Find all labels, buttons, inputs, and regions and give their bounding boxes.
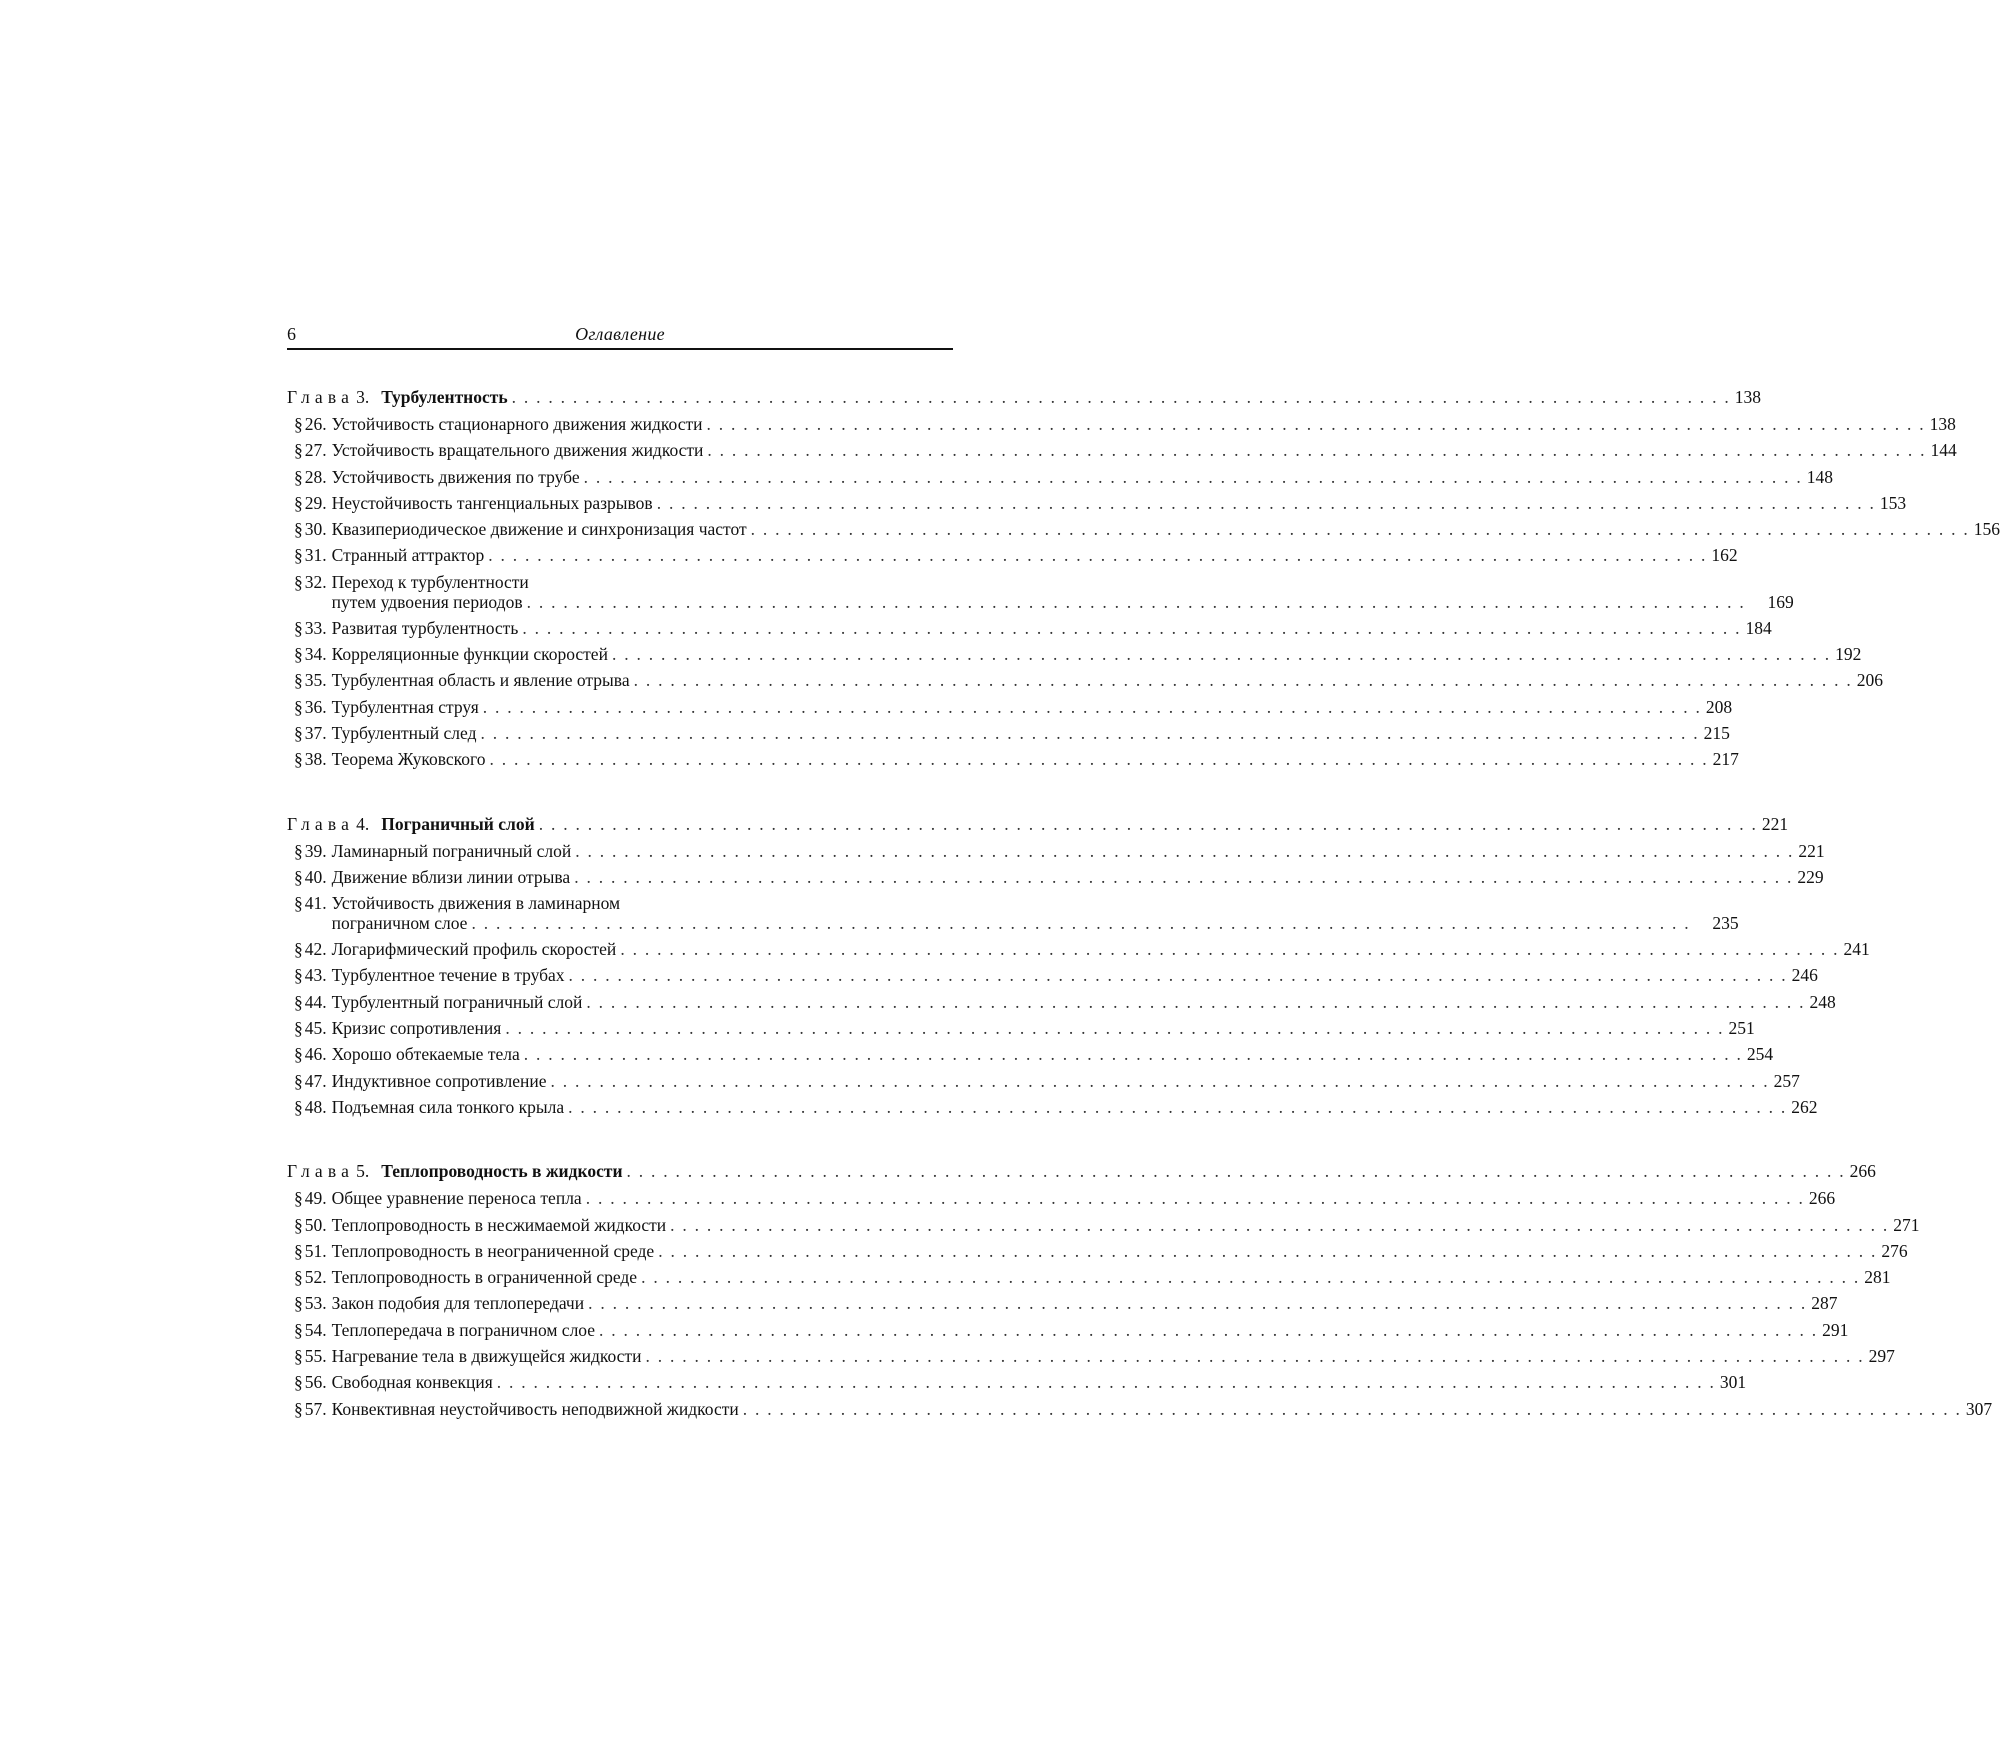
chapter-label: Глава (287, 1161, 355, 1182)
section-number: 45. (304, 1018, 327, 1039)
section-number: 44. (304, 991, 327, 1012)
chapter-title: Пограничный слой (381, 813, 535, 834)
section-symbol: § (294, 1293, 303, 1314)
toc-section-entry[interactable] (287, 1290, 1838, 1316)
section-title: Турбулентный след (331, 722, 477, 743)
section-symbol: § (294, 1319, 303, 1340)
toc-section-entry[interactable] (287, 962, 1818, 988)
leader-dots (658, 1238, 1875, 1264)
section-symbol: § (294, 571, 303, 592)
toc-section-entry[interactable] (287, 838, 1825, 864)
page-ref: 169 (1767, 591, 1794, 612)
page-ref: 271 (1893, 1214, 1920, 1235)
running-title: Оглавление (575, 324, 665, 344)
section-symbol: § (294, 893, 303, 914)
section-number: 27. (304, 440, 327, 461)
leader-dots (586, 989, 1803, 1015)
section-symbol: § (294, 749, 303, 770)
section-title: Неустойчивость тангенциальных разрывов (331, 492, 653, 513)
leader-dots (497, 1369, 1714, 1395)
section-number: 43. (304, 965, 327, 986)
toc-section-entry[interactable] (287, 516, 2000, 542)
section-title: Квазипериодическое движение и синхронизация частот (331, 519, 747, 540)
leader-dots (670, 1212, 1887, 1238)
chapter-block (287, 384, 2000, 773)
section-number: 50. (304, 1214, 327, 1235)
leader-dots (490, 746, 1707, 772)
toc-chapter-entry[interactable] (287, 1158, 1876, 1185)
section-number: 47. (304, 1070, 327, 1091)
section-title: Турбулентная область и явление отрыва (331, 670, 630, 691)
section-number: 46. (304, 1044, 327, 1065)
section-title: Закон подобия для теплопередачи (331, 1293, 585, 1314)
chapter-title: Турбулентность (381, 387, 508, 407)
leader-dots (657, 490, 1874, 516)
leader-dots (751, 516, 1968, 542)
section-symbol: § (294, 939, 303, 960)
leader-dots (707, 437, 1924, 463)
page-ref: 144 (1930, 440, 1957, 461)
chapter-block (287, 1158, 1993, 1422)
section-title: Странный аттрактор (331, 545, 485, 566)
page-ref: 206 (1856, 670, 1883, 691)
section-title-line2 (332, 592, 1794, 612)
page-ref: 221 (1761, 813, 1789, 834)
page-ref: 291 (1822, 1319, 1849, 1340)
section-number: 40. (304, 866, 327, 887)
section-title: Общее уравнение переноса тепла (331, 1188, 582, 1209)
section-symbol: § (294, 1214, 303, 1235)
section-number: 56. (304, 1372, 327, 1393)
section-title: Теплопроводность в ограниченной среде (331, 1267, 638, 1288)
section-symbol: § (294, 617, 303, 638)
document-page (287, 322, 2000, 1422)
toc-section-entry[interactable] (287, 694, 1733, 720)
page-ref: 287 (1811, 1293, 1838, 1314)
page-ref: 251 (1728, 1018, 1755, 1039)
section-symbol: § (294, 1346, 303, 1367)
toc-section-entry[interactable] (287, 437, 1957, 463)
leader-dots (527, 592, 1744, 612)
section-symbol: § (294, 1188, 303, 1209)
toc-section-entry[interactable] (287, 936, 1870, 962)
chapter-number: 3. (356, 387, 370, 407)
page-ref: 246 (1791, 965, 1818, 986)
leader-dots (645, 1343, 1862, 1369)
page-ref: 148 (1806, 466, 1833, 487)
leader-dots (584, 464, 1801, 490)
section-title: Кризис сопротивления (331, 1018, 502, 1039)
page-ref: 138 (1734, 387, 1762, 407)
toc-section-entry[interactable] (287, 1212, 1920, 1238)
leader-dots (634, 667, 1851, 693)
toc-section-entry[interactable] (287, 667, 1883, 693)
toc-section-entry[interactable] (287, 1068, 1800, 1094)
toc-section-entry[interactable] (287, 1041, 1774, 1067)
leader-dots (471, 913, 1688, 933)
section-title: Теплопередача в пограничном слое (331, 1319, 596, 1340)
section-title-block (332, 572, 1794, 612)
toc-chapter-entry[interactable] (287, 811, 1789, 838)
section-symbol: § (294, 722, 303, 743)
page-ref: 254 (1746, 1044, 1774, 1065)
toc-section-entry[interactable] (287, 1238, 1908, 1264)
toc-section-entry[interactable] (287, 893, 1739, 934)
section-title: Устойчивость стационарного движения жидкости (331, 414, 703, 434)
page-ref: 138 (1929, 414, 1956, 434)
toc-section-entry[interactable] (287, 464, 1833, 490)
section-symbol: § (294, 492, 303, 513)
section-title: Логарифмический профиль скоростей (331, 939, 617, 960)
section-symbol: § (294, 1018, 303, 1039)
section-symbol: § (294, 991, 303, 1012)
section-title: Устойчивость движения в ламинарном (331, 893, 621, 914)
leader-dots (599, 1317, 1816, 1343)
section-symbol: § (294, 1398, 303, 1419)
section-title: Теплопроводность в несжимаемой жидкости (331, 1214, 667, 1235)
page-ref: 248 (1809, 991, 1836, 1012)
section-symbol: § (294, 466, 303, 487)
leader-dots (706, 411, 1923, 437)
section-number: 38. (304, 749, 327, 770)
section-number: 29. (304, 492, 327, 513)
leader-dots (483, 694, 1700, 720)
toc-section-entry[interactable] (287, 542, 1738, 568)
section-title: Движение вблизи линии отрыва (331, 866, 571, 887)
chapter-number: 4. (356, 813, 370, 834)
page-ref: 235 (1712, 913, 1739, 934)
section-title: Переход к турбулентности (331, 571, 529, 592)
section-title: Нагревание тела в движущейся жидкости (331, 1346, 642, 1367)
page-ref: 208 (1705, 696, 1733, 717)
leader-dots (505, 1015, 1722, 1041)
page-ref: 266 (1808, 1188, 1836, 1209)
section-symbol: § (294, 414, 303, 434)
toc-chapter-entry[interactable] (287, 384, 1762, 411)
section-symbol: § (294, 670, 303, 691)
section-title: Ламинарный пограничный слой (331, 840, 572, 861)
section-title: Корреляционные функции скоростей (331, 644, 608, 665)
leader-dots (588, 1290, 1805, 1316)
section-symbol: § (294, 866, 303, 887)
leader-dots (488, 542, 1705, 568)
chapter-block (287, 811, 1870, 1121)
leader-dots (612, 641, 1829, 667)
leader-dots (743, 1396, 1960, 1422)
toc-section-entry[interactable] (287, 1343, 1895, 1369)
leader-dots (480, 720, 1697, 746)
section-title: Подъемная сила тонкого крыла (331, 1096, 565, 1117)
page-ref: 217 (1712, 749, 1739, 770)
page-ref: 156 (1973, 519, 2000, 540)
leader-dots (539, 811, 1756, 838)
section-number: 39. (304, 840, 327, 861)
page-ref: 153 (1879, 492, 1907, 513)
section-symbol: § (294, 1096, 303, 1117)
toc-section-entry[interactable] (287, 571, 1794, 612)
page-ref: 229 (1797, 866, 1824, 887)
section-title: Турбулентная струя (331, 696, 479, 717)
section-number: 41. (304, 893, 327, 914)
leader-dots (620, 936, 1837, 962)
leader-dots (586, 1185, 1803, 1211)
section-number: 31. (304, 545, 327, 566)
leader-dots (574, 864, 1791, 890)
section-symbol: § (294, 519, 303, 540)
section-number: 28. (304, 466, 327, 487)
section-title-continued: пограничном слое (331, 913, 468, 934)
leader-dots (627, 1158, 1844, 1185)
section-number: 33. (304, 617, 327, 638)
page-number: 6 (287, 324, 296, 344)
toc-section-entry[interactable] (287, 1015, 1755, 1041)
toc-section-entry[interactable] (287, 1185, 1836, 1211)
section-symbol: § (294, 696, 303, 717)
toc-section-entry[interactable] (287, 1369, 1747, 1395)
section-symbol: § (294, 1070, 303, 1091)
leader-dots (522, 615, 1739, 641)
leader-dots (568, 1094, 1785, 1120)
section-number: 26. (304, 414, 327, 434)
section-title-block (332, 893, 1739, 933)
section-title: Турбулентное течение в трубах (331, 965, 565, 986)
page-ref: 257 (1773, 1070, 1800, 1091)
section-title: Теплопроводность в неограниченной среде (331, 1240, 655, 1261)
section-title: Индуктивное сопротивление (331, 1070, 547, 1091)
page-ref: 221 (1798, 840, 1825, 861)
leader-dots (551, 1068, 1768, 1094)
page-ref: 262 (1791, 1096, 1818, 1117)
page-ref: 215 (1703, 722, 1730, 743)
section-number: 36. (304, 696, 327, 717)
section-title-line2 (332, 913, 1739, 933)
section-symbol: § (294, 1044, 303, 1065)
chapter-title: Теплопроводность в жидкости (381, 1161, 623, 1182)
section-symbol: § (294, 1372, 303, 1393)
section-number: 32. (304, 571, 327, 592)
section-number: 49. (304, 1188, 327, 1209)
section-number: 42. (304, 939, 327, 960)
section-symbol: § (294, 1240, 303, 1261)
section-title: Турбулентный пограничный слой (331, 991, 583, 1012)
toc-section-entry[interactable] (287, 490, 1907, 516)
toc-section-entry[interactable] (287, 615, 1772, 641)
section-symbol: § (294, 1267, 303, 1288)
section-title: Конвективная неустойчивость неподвижной жидкости (331, 1398, 739, 1419)
section-number: 48. (304, 1096, 327, 1117)
section-symbol: § (294, 644, 303, 665)
leader-dots (512, 384, 1729, 411)
section-number: 57. (304, 1398, 327, 1419)
toc-section-entry[interactable] (287, 746, 1739, 772)
section-title: Свободная конвекция (331, 1372, 493, 1393)
section-title-continued: путем удвоения периодов (331, 591, 523, 612)
leader-dots (575, 838, 1792, 864)
chapter-label: Глава (287, 813, 355, 834)
page-ref: 276 (1881, 1240, 1908, 1261)
toc-section-entry[interactable] (287, 1094, 1818, 1120)
section-number: 52. (304, 1267, 327, 1288)
section-symbol: § (294, 440, 303, 461)
leader-dots (641, 1264, 1858, 1290)
toc-section-entry[interactable] (287, 1396, 1993, 1422)
section-title: Устойчивость вращательного движения жидкости (331, 440, 704, 461)
page-ref: 162 (1711, 545, 1738, 566)
section-title: Хорошо обтекаемые тела (331, 1044, 520, 1065)
toc-section-entry[interactable] (287, 1317, 1849, 1343)
page-ref: 301 (1719, 1372, 1747, 1393)
section-number: 55. (304, 1346, 327, 1367)
section-title: Теорема Жуковского (331, 749, 486, 770)
page-ref: 297 (1868, 1346, 1895, 1367)
chapter-label: Глава (287, 387, 355, 407)
table-of-contents (287, 384, 2000, 1422)
page-ref: 266 (1849, 1161, 1876, 1182)
section-number: 30. (304, 519, 327, 540)
section-number: 54. (304, 1319, 327, 1340)
toc-section-entry[interactable] (287, 1264, 1891, 1290)
leader-dots (524, 1041, 1741, 1067)
page-header (287, 322, 953, 350)
leader-dots (569, 962, 1786, 988)
section-symbol: § (294, 545, 303, 566)
toc-section-entry[interactable] (287, 641, 1862, 667)
section-title: Устойчивость движения по трубе (331, 466, 580, 487)
page-ref: 307 (1965, 1398, 1993, 1419)
section-number: 51. (304, 1240, 327, 1261)
section-symbol: § (294, 965, 303, 986)
toc-section-entry[interactable] (287, 411, 1956, 437)
section-number: 53. (304, 1293, 327, 1314)
toc-section-entry[interactable] (287, 720, 1730, 746)
chapter-number: 5. (356, 1161, 370, 1182)
section-title: Развитая турбулентность (331, 617, 519, 638)
section-number: 37. (304, 722, 327, 743)
toc-section-entry[interactable] (287, 989, 1836, 1015)
page-ref: 192 (1835, 644, 1862, 665)
section-number: 34. (304, 644, 327, 665)
section-symbol: § (294, 840, 303, 861)
page-ref: 184 (1745, 617, 1772, 638)
page-ref: 241 (1843, 939, 1870, 960)
toc-section-entry[interactable] (287, 864, 1824, 890)
section-number: 35. (304, 670, 327, 691)
page-ref: 281 (1864, 1267, 1891, 1288)
